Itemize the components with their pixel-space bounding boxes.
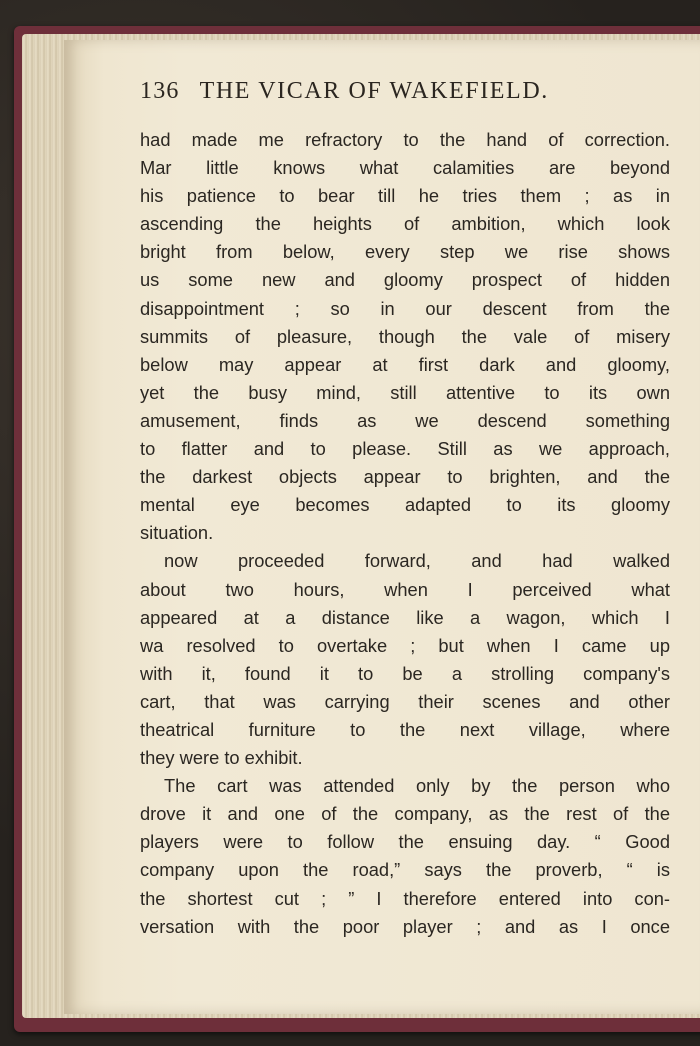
text-line: players were to follow the ensuing day. “ Good xyxy=(140,831,670,853)
running-header xyxy=(140,78,670,114)
text-line: summits of pleasure, though the vale of misery xyxy=(140,325,670,347)
text-line: wa resolved to overtake ; but when I came up xyxy=(140,634,670,656)
text-line: bright from below, every step we rise shows xyxy=(140,241,670,263)
text-line: Mar little knows what calamities are beyond xyxy=(140,157,670,179)
text-line: theatrical furniture to the next village, where xyxy=(140,718,670,740)
text-line: drove it and one of the company, as the rest of the xyxy=(140,803,670,825)
text-line: ascending the heights of ambition, which look xyxy=(140,213,670,235)
text-line: about two hours, when I perceived what xyxy=(140,578,670,600)
text-line: mental eye becomes adapted to its gloomy xyxy=(140,494,670,516)
text-line: had made me refractory to the hand of correction. xyxy=(140,129,670,150)
body-text xyxy=(140,126,670,941)
running-title: THE VICAR OF WAKEFIELD. xyxy=(199,78,549,104)
text-line: now proceeded forward, and had walked xyxy=(164,550,670,572)
text-line: versation with the poor player ; and as I once xyxy=(140,915,670,937)
text-line: us some new and gloomy prospect of hidden xyxy=(140,269,670,291)
text-line: the darkest objects appear to brighten, and the xyxy=(140,466,670,488)
text-line: disappointment ; so in our descent from the xyxy=(140,297,670,319)
text-line: The cart was attended only by the person who xyxy=(164,775,670,797)
page-number: 136 xyxy=(140,78,180,104)
text-line: situation. xyxy=(140,522,214,544)
text-line: appeared at a distance like a wagon, which I xyxy=(140,606,670,628)
text-line: cart, that was carrying their scenes and other xyxy=(140,690,670,712)
text-line: the shortest cut ; ” I therefore entered into con- xyxy=(140,887,670,909)
text-line: amusement, finds as we descend something xyxy=(140,409,670,431)
text-line: company upon the road,” says the proverb, “ is xyxy=(140,859,670,881)
text-line: they were to exhibit. xyxy=(140,747,303,769)
text-line: his patience to bear till he tries them ; as in xyxy=(140,185,670,207)
text-line: below may appear at first dark and gloomy, xyxy=(140,353,670,375)
text-line: with it, found it to be a strolling company's xyxy=(140,662,670,684)
text-line: to flatter and to please. Still as we approach, xyxy=(140,438,670,460)
text-line: yet the busy mind, still attentive to its own xyxy=(140,381,670,403)
